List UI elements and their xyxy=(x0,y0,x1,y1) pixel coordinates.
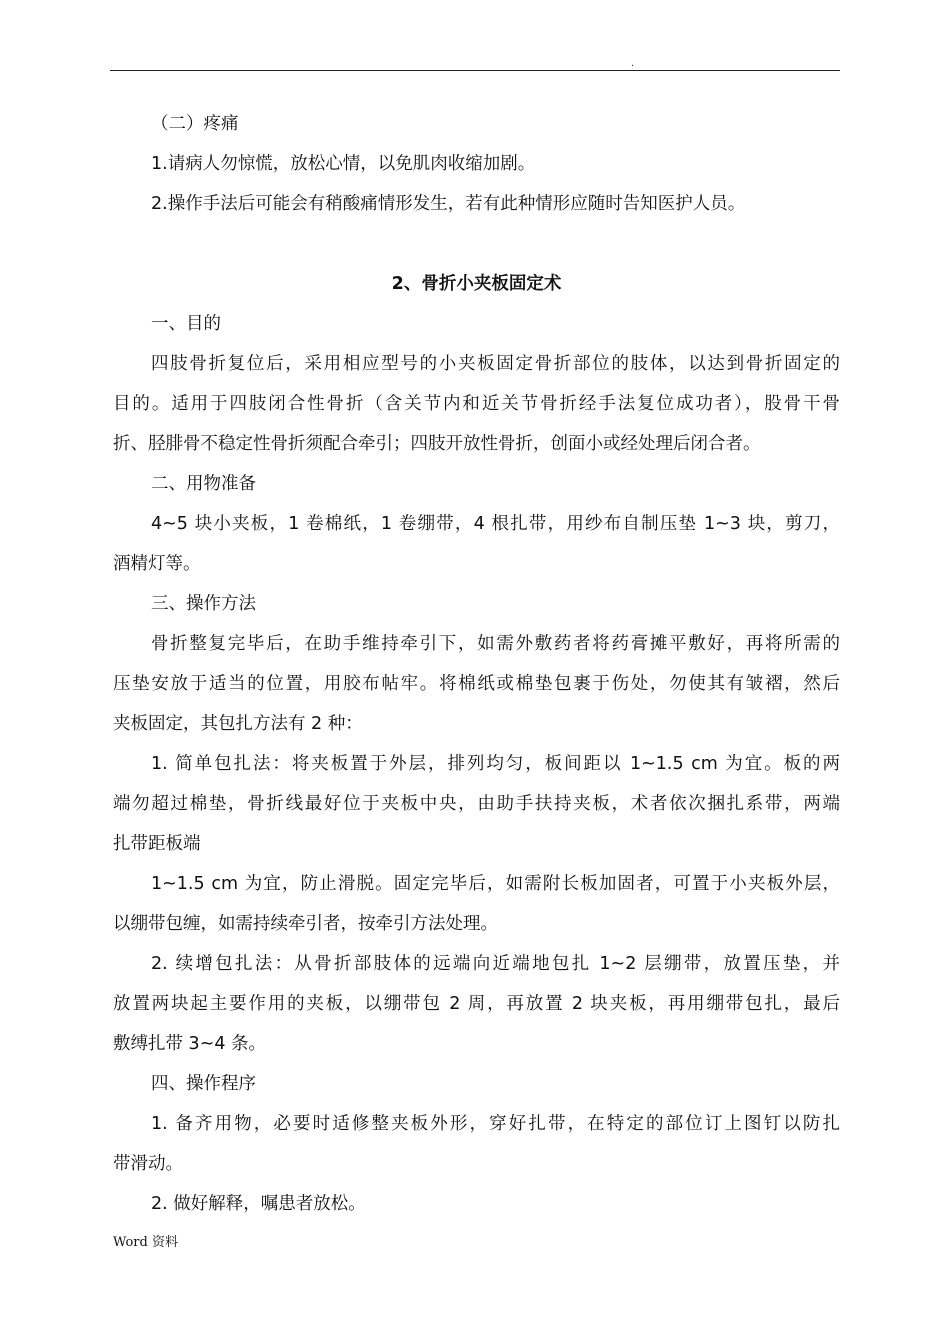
paragraph-line: 端勿超过棉垫，骨折线最好位于夹板中央，由助手扶持夹板，术者依次捆扎系带，两端 xyxy=(113,794,840,814)
list-item: 2. 续增包扎法：从骨折部肢体的远端向近端地包扎 1~2 层绷带，放置压垫，并 xyxy=(151,954,840,974)
paragraph-line: 压垫安放于适当的位置，用胶布帖牢。将棉纸或棉垫包裹于伤处，勿使其有皱褶，然后 xyxy=(113,674,840,694)
spacer xyxy=(113,224,840,264)
pain-item-1: 1.请病人勿惊慌，放松心情，以免肌肉收缩加剧。 xyxy=(151,154,536,174)
paragraph-line: 以绷带包缠，如需持续牵引者，按牵引方法处理。 xyxy=(113,914,498,934)
paragraph-line: 目的。适用于四肢闭合性骨折（含关节内和近关节骨折经手法复位成功者），股骨干骨 xyxy=(113,394,840,414)
list-item: 1. 简单包扎法：将夹板置于外层，排列均匀，板间距以 1~1.5 cm 为宜。板的两 xyxy=(151,754,840,774)
paragraph-line: 四肢骨折复位后，采用相应型号的小夹板固定骨折部位的肢体，以达到骨折固定的 xyxy=(151,354,840,374)
paragraph-line: 骨折整复完毕后，在助手维持牵引下，如需外敷药者将药膏摊平敷好，再将所需的 xyxy=(151,634,840,654)
footer-label: Word 资料 xyxy=(113,1235,178,1250)
paragraph-line: 夹板固定，其包扎方法有 2 种： xyxy=(113,714,363,734)
paragraph-line: 折、胫腓骨不稳定性骨折须配合牵引；四肢开放性骨折，创面小或经处理后闭合者。 xyxy=(113,434,761,454)
paragraph-line: 扎带距板端 xyxy=(113,834,201,854)
document-body xyxy=(113,104,840,1224)
list-item: 2. 做好解释，嘱患者放松。 xyxy=(151,1194,366,1214)
paragraph-line: 酒精灯等。 xyxy=(113,554,201,574)
section-title: 2、骨折小夹板固定术 xyxy=(391,274,562,294)
heading-method: 三、操作方法 xyxy=(151,594,256,614)
list-item: 1. 备齐用物，必要时适修整夹板外形，穿好扎带，在特定的部位订上图钉以防扎 xyxy=(151,1114,840,1134)
heading-purpose: 一、目的 xyxy=(151,314,221,334)
subheading-pain: （二）疼痛 xyxy=(151,114,239,134)
pain-item-2: 2.操作手法后可能会有稍酸痛情形发生，若有此种情形应随时告知医护人员。 xyxy=(151,194,746,214)
header-rule xyxy=(110,70,840,71)
paragraph-line: 1~1.5 cm 为宜，防止滑脱。固定完毕后，如需附长板加固者，可置于小夹板外层， xyxy=(151,874,840,894)
paragraph-line: 敷缚扎带 3~4 条。 xyxy=(113,1034,267,1054)
heading-supplies: 二、用物准备 xyxy=(151,474,256,494)
paragraph-line: 放置两块起主要作用的夹板，以绷带包 2 周，再放置 2 块夹板，再用绷带包扎，最后 xyxy=(113,994,840,1014)
heading-procedure: 四、操作程序 xyxy=(151,1074,256,1094)
paragraph-line: 4~5 块小夹板，1 卷棉纸，1 卷绷带，4 根扎带，用纱布自制压垫 1~3 块，剪刀， xyxy=(151,514,840,534)
header-mark: . xyxy=(631,59,634,69)
paragraph-line: 带滑动。 xyxy=(113,1154,183,1174)
